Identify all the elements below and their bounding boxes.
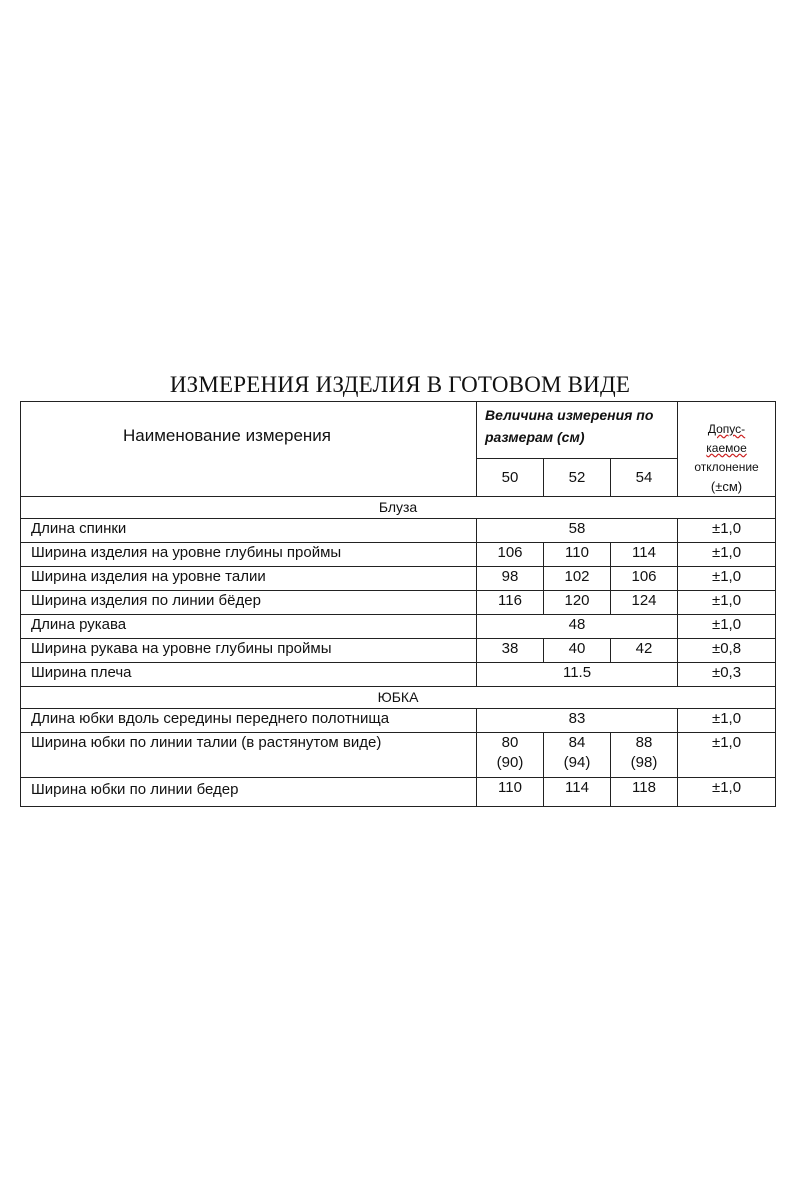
row-tolerance: ±1,0 [678,778,776,807]
row-value-52: 120 [544,591,611,615]
table-row [21,567,776,591]
row-tolerance: ±1,0 [678,615,776,639]
header-sizes-cell: Величина измерения по размерам (см) [477,402,678,459]
row-name: Длина юбки вдоль середины переднего полотнища [21,709,477,733]
table-row [21,519,776,543]
row-value-52: 110 [544,543,611,567]
row-value-54: 118 [611,778,678,807]
row-value-all: 48 [477,615,678,639]
row-name: Ширина юбки по линии бедер [21,778,477,807]
table-row [21,663,776,687]
row-name: Ширина юбки по линии талии (в растянутом виде) [21,733,477,778]
row-value-all: 11.5 [477,663,678,687]
row-value-52: 114 [544,778,611,807]
section-title-skirt: ЮБКА [21,687,776,709]
row-value-all: 58 [477,519,678,543]
table-row [21,709,776,733]
row-name: Ширина рукава на уровне глубины проймы [21,639,477,663]
row-value-50: 106 [477,543,544,567]
value-stretched: (98) [630,754,658,771]
page-title: ИЗМЕРЕНИЯ ИЗДЕЛИЯ В ГОТОВОМ ВИДЕ [169,372,631,397]
row-tolerance: ±0,3 [678,663,776,687]
tolerance-label-3: отклонение [694,460,759,474]
row-value-50: 116 [477,591,544,615]
row-value-54: 114 [611,543,678,567]
row-name: Ширина изделия на уровне талии [21,567,477,591]
row-name: Ширина изделия на уровне глубины проймы [21,543,477,567]
row-value-52: 102 [544,567,611,591]
measurements-table [20,401,776,807]
size-50-header: 50 [477,459,544,497]
table-row [21,733,776,778]
row-tolerance: ±1,0 [678,567,776,591]
row-tolerance: ±1,0 [678,543,776,567]
row-value-50: 38 [477,639,544,663]
row-value-54 [611,733,678,778]
value-stretched: (90) [496,754,524,771]
value-stretched: (94) [563,754,591,771]
row-tolerance: ±0,8 [678,639,776,663]
section-title-blouse: Блуза [21,497,776,519]
row-value-54: 106 [611,567,678,591]
row-tolerance: ±1,0 [678,733,776,778]
row-tolerance: ±1,0 [678,519,776,543]
section-row-skirt [21,687,776,709]
table-row [21,615,776,639]
value-main: 80 [501,734,519,751]
row-tolerance: ±1,0 [678,709,776,733]
row-value-all: 83 [477,709,678,733]
header-name-cell: Наименование измерения [21,402,477,497]
tolerance-label-1: Допус- [707,422,746,436]
row-value-50: 98 [477,567,544,591]
size-52-header: 52 [544,459,611,497]
section-row-blouse [21,497,776,519]
header-tolerance-cell [678,402,776,497]
row-name: Ширина изделия по линии бёдер [21,591,477,615]
header-row [21,402,776,459]
row-value-52 [544,733,611,778]
row-value-54: 42 [611,639,678,663]
table-row [21,591,776,615]
table-row [21,639,776,663]
row-name: Длина спинки [21,519,477,543]
value-main: 88 [635,734,653,751]
table-row [21,543,776,567]
row-value-50: 110 [477,778,544,807]
row-name: Ширина плеча [21,663,477,687]
tolerance-label-4: (±см) [710,479,743,494]
tolerance-label-2: каемое [706,441,747,455]
row-value-50 [477,733,544,778]
size-54-header: 54 [611,459,678,497]
row-value-54: 124 [611,591,678,615]
row-tolerance: ±1,0 [678,591,776,615]
row-value-52: 40 [544,639,611,663]
value-main: 84 [568,734,586,751]
row-name: Длина рукава [21,615,477,639]
table-row [21,778,776,807]
